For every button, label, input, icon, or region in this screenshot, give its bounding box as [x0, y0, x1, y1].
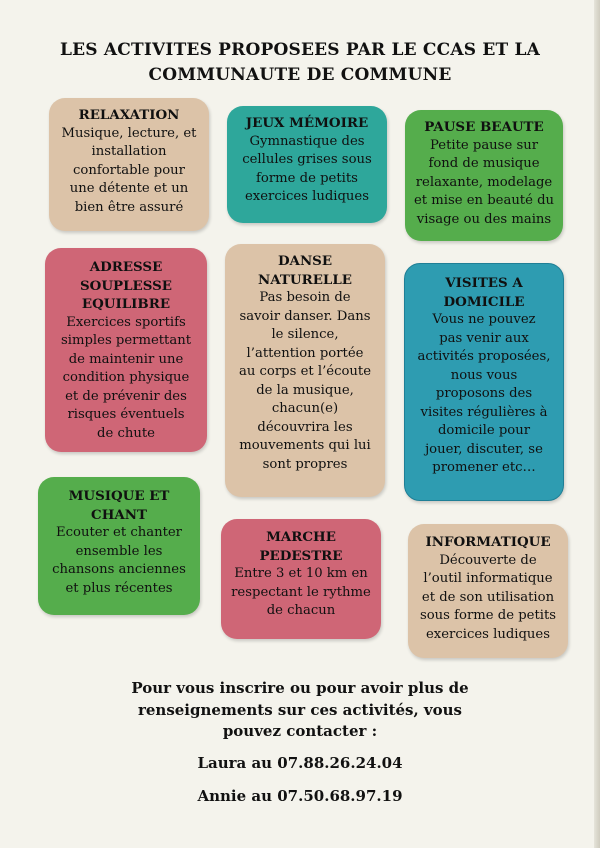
card-marche-pedestre [221, 519, 381, 639]
card-jeux-memoire [227, 106, 387, 223]
card-informatique [408, 524, 568, 658]
card-title: ADRESSE SOUPLESSE EQUILIBRE [80, 259, 172, 312]
card-title: RELAXATION [78, 107, 180, 123]
card-title: MARCHE PEDESTRE [259, 529, 343, 564]
card-musique-chant [38, 477, 200, 615]
contact-annie: Annie au 07.50.68.97.19 [197, 787, 403, 805]
card-text: Exercices sportifs simples permettant de maintenir une condition physique et de prévenir des risques éventuels de chute [60, 314, 192, 441]
card-text: Gymnastique des cellules grises sous forme de petits exercices ludiques [242, 133, 372, 204]
card-text: Ecouter et chanter ensemble les chansons anciennes et plus récentes [52, 525, 186, 596]
card-title: JEUX MÉMOIRE [245, 115, 369, 131]
card-text: Musique, lecture, et installation confortable pour une détente et un bien être assuré [61, 125, 197, 215]
card-pause-beaute [405, 110, 563, 241]
card-text: Entre 3 et 10 km en respectant le rythme de chacun [231, 566, 371, 618]
page-title: LES ACTIVITES PROPOSEES PAR LE CCAS ET LA COMMUNAUTE DE COMMUNE [60, 40, 540, 85]
card-danse-naturelle [225, 244, 385, 497]
card-relaxation [49, 98, 209, 231]
card-adresse-souplesse-equilibre [45, 248, 207, 452]
card-title: DANSE NATURELLE [258, 253, 352, 288]
card-title: INFORMATIQUE [425, 534, 551, 550]
card-visites-domicile [404, 263, 564, 501]
card-text: Vous ne pouvez pas venir aux activités proposées, nous vous proposons des visites régulières à domicile pour jouer, discuter, se promener etc… [417, 312, 551, 475]
card-title: MUSIQUE ET CHANT [68, 488, 170, 523]
card-text: Pas besoin de savoir danser. Dans le silence, l’attention portée au corps et l’écoute de la musique, chacun(e) découvrira les mouvements qui lui sont propres [238, 290, 371, 472]
card-title: VISITES A DOMICILE [443, 275, 525, 310]
card-text: Petite pause sur fond de musique relaxante, modelage et mise en beauté du visage ou des mains [413, 137, 555, 227]
card-text: Découverte de l’outil informatique et de son utilisation sous forme de petits exercices ludiques [419, 552, 557, 642]
contact-intro: Pour vous inscrire ou pour avoir plus de renseignements sur ces activités, vous pouvez contacter : [131, 679, 469, 740]
card-title: PAUSE BEAUTE [424, 119, 544, 135]
contact-laura: Laura au 07.88.26.24.04 [197, 754, 403, 772]
page-edge [594, 0, 600, 848]
